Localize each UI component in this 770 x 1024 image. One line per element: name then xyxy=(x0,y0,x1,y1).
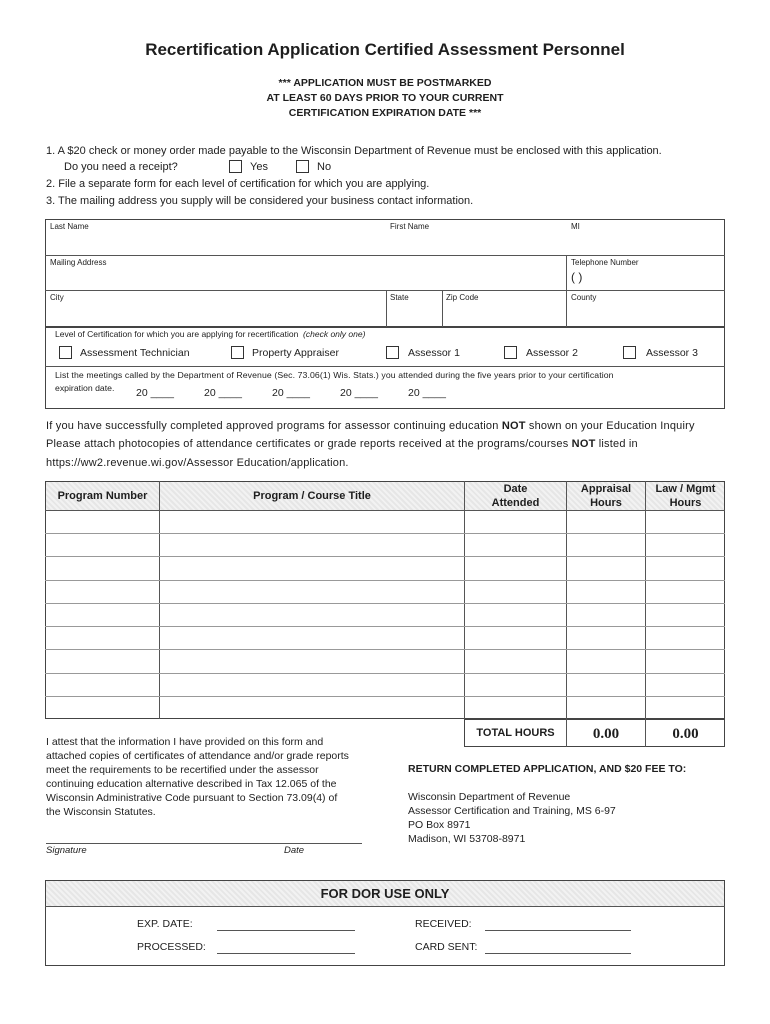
cert-option-label: Assessor 2 xyxy=(526,347,578,359)
continuing-ed-text: shown on your Education Inquiry xyxy=(525,420,695,432)
date-label: Date xyxy=(284,845,305,856)
table-cell[interactable] xyxy=(465,650,566,671)
table-cell[interactable] xyxy=(160,674,464,695)
exp-date-field[interactable] xyxy=(217,914,355,930)
meetings-text-2: expiration date. xyxy=(55,383,115,393)
last-name-field[interactable] xyxy=(48,232,378,254)
return-line-4: Madison, WI 53708-8971 xyxy=(408,833,526,845)
cert-option-checkbox[interactable] xyxy=(623,346,636,359)
processed-field[interactable] xyxy=(217,937,355,953)
table-cell[interactable] xyxy=(567,534,645,555)
continuing-ed-emphasis: NOT xyxy=(571,438,596,450)
attest-line-1: I attest that the information I have provided on this form and xyxy=(46,736,324,748)
form-title: Recertification Application Certified Assessment Personnel xyxy=(145,40,625,59)
total-law-hours: 0.00 xyxy=(672,726,699,742)
table-cell[interactable] xyxy=(160,627,464,648)
dor-heading: FOR DOR USE ONLY xyxy=(320,886,450,901)
table-cell[interactable] xyxy=(465,511,566,532)
cert-option-label: Assessment Technician xyxy=(80,347,190,359)
cert-option-checkbox[interactable] xyxy=(59,346,72,359)
dor-header-divider xyxy=(45,906,725,907)
meeting-year-field[interactable]: 20 ____ xyxy=(136,387,174,399)
header-law-1: Law / Mgmt xyxy=(655,483,716,495)
continuing-ed-text: listed in xyxy=(595,438,638,450)
total-appraisal-hours: 0.00 xyxy=(592,726,620,742)
total-hours-label: TOTAL HOURS xyxy=(476,727,555,739)
telephone-label: Telephone Number xyxy=(571,258,639,267)
notice-line-1: *** APPLICATION MUST BE POSTMARKED xyxy=(278,77,492,89)
table-cell[interactable] xyxy=(567,511,645,532)
table-cell[interactable] xyxy=(646,650,724,671)
table-cell[interactable] xyxy=(160,534,464,555)
meeting-year-field[interactable]: 20 ____ xyxy=(272,387,310,399)
continuing-ed-emphasis: NOT xyxy=(501,420,526,432)
cert-option-checkbox[interactable] xyxy=(386,346,399,359)
meeting-year-field[interactable]: 20 ____ xyxy=(340,387,378,399)
table-cell[interactable] xyxy=(646,581,724,602)
zip-field[interactable] xyxy=(444,303,562,325)
table-cell[interactable] xyxy=(46,511,159,532)
received-line xyxy=(485,930,631,931)
continuing-ed-text: Please attach photocopies of attendance certificates or grade reports received at the programs/courses xyxy=(46,438,572,450)
signature-label: Signature xyxy=(46,845,87,856)
receipt-no-label: No xyxy=(317,161,332,173)
mailing-address-field[interactable] xyxy=(48,268,558,289)
receipt-yes-checkbox[interactable] xyxy=(229,160,242,173)
instruction-3: 3. The mailing address you supply will be considered your business contact information. xyxy=(46,195,474,207)
return-line-2: Assessor Certification and Training, MS 6-97 xyxy=(408,805,616,817)
header-course-title: Program / Course Title xyxy=(253,490,371,502)
attest-line-6: the Wisconsin Statutes. xyxy=(46,806,156,818)
header-appraisal-1: Appraisal xyxy=(580,483,632,495)
table-cell[interactable] xyxy=(46,697,159,718)
county-field[interactable] xyxy=(569,303,719,325)
row-divider xyxy=(45,366,725,367)
table-cell[interactable] xyxy=(465,534,566,555)
cert-option-label: Assessor 1 xyxy=(408,347,460,359)
col-divider xyxy=(442,290,443,327)
meeting-year-field[interactable]: 20 ____ xyxy=(204,387,242,399)
telephone-field[interactable]: ( ) xyxy=(571,270,583,284)
notice-line-3: CERTIFICATION EXPIRATION DATE *** xyxy=(288,107,482,119)
header-law-2: Hours xyxy=(669,497,702,509)
header-date-attended-2: Attended xyxy=(491,497,540,509)
table-cell[interactable] xyxy=(567,581,645,602)
table-cell[interactable] xyxy=(465,581,566,602)
table-cell[interactable] xyxy=(567,557,645,578)
return-heading: RETURN COMPLETED APPLICATION, AND $20 FEE TO: xyxy=(408,763,687,775)
meetings-text: List the meetings called by the Department of Revenue (Sec. 73.06(1) Wis. Stats.) you attended during the five years prior to your certification xyxy=(55,370,614,380)
state-label: State xyxy=(390,293,409,302)
received-label: RECEIVED: xyxy=(415,918,472,930)
row-divider xyxy=(45,255,725,256)
table-cell[interactable] xyxy=(46,627,159,648)
instruction-2: 2. File a separate form for each level of certification for which you are applying. xyxy=(46,178,430,190)
table-cell[interactable] xyxy=(465,674,566,695)
return-line-1: Wisconsin Department of Revenue xyxy=(408,791,571,803)
signature-line xyxy=(46,843,362,844)
continuing-ed-text: If you have successfully completed approved programs for assessor continuing education xyxy=(46,420,502,432)
cert-option-checkbox[interactable] xyxy=(231,346,244,359)
attest-line-4: continuing education alternative described in Tax 12.065 of the xyxy=(46,778,337,790)
zip-label: Zip Code xyxy=(446,293,479,302)
card-sent-field[interactable] xyxy=(485,937,631,953)
continuing-ed-line-2 xyxy=(46,438,638,450)
table-cell[interactable] xyxy=(46,534,159,555)
first-name-field[interactable] xyxy=(388,232,558,254)
certification-prompt xyxy=(55,329,365,339)
table-cell[interactable] xyxy=(567,627,645,648)
table-cell[interactable] xyxy=(567,604,645,625)
processed-line xyxy=(217,953,355,954)
last-name-label: Last Name xyxy=(50,222,89,231)
table-cell[interactable] xyxy=(465,557,566,578)
certification-hint: (check only one) xyxy=(303,329,366,339)
table-cell[interactable] xyxy=(646,511,724,532)
attest-line-3: meet the requirements to be recertified under the assessor xyxy=(46,764,319,776)
notice-line-2: AT LEAST 60 DAYS PRIOR TO YOUR CURRENT xyxy=(266,92,504,104)
table-cell[interactable] xyxy=(46,604,159,625)
table-cell[interactable] xyxy=(160,557,464,578)
receipt-yes-label: Yes xyxy=(250,161,268,173)
table-cell[interactable] xyxy=(465,604,566,625)
table-cell[interactable] xyxy=(567,650,645,671)
received-field[interactable] xyxy=(485,914,631,930)
first-name-label: First Name xyxy=(390,222,430,231)
table-cell[interactable] xyxy=(646,604,724,625)
header-appraisal-2: Hours xyxy=(590,497,622,509)
card-sent-label: CARD SENT: xyxy=(415,941,478,953)
table-cell[interactable] xyxy=(465,627,566,648)
processed-label: PROCESSED: xyxy=(137,941,206,953)
table-cell[interactable] xyxy=(646,627,724,648)
receipt-question: Do you need a receipt? xyxy=(64,161,178,173)
state-field[interactable] xyxy=(388,303,440,325)
table-cell[interactable] xyxy=(646,534,724,555)
exp-date-label: EXP. DATE: xyxy=(137,918,193,930)
row-divider xyxy=(45,290,725,291)
county-label: County xyxy=(571,293,597,302)
header-program-number: Program Number xyxy=(57,490,148,502)
meeting-year-field[interactable]: 20 ____ xyxy=(408,387,446,399)
city-field[interactable] xyxy=(48,303,382,325)
table-cell[interactable] xyxy=(646,697,724,718)
cert-option-label: Property Appraiser xyxy=(252,347,339,359)
table-cell[interactable] xyxy=(567,674,645,695)
table-cell[interactable] xyxy=(567,697,645,718)
instruction-1: 1. A $20 check or money order made payable to the Wisconsin Department of Revenue must be enclosed with this application. xyxy=(46,145,662,157)
exp-date-line xyxy=(217,930,355,931)
table-cell[interactable] xyxy=(160,511,464,532)
table-cell[interactable] xyxy=(646,674,724,695)
table-cell[interactable] xyxy=(160,650,464,671)
city-label: City xyxy=(50,293,64,302)
table-cell[interactable] xyxy=(160,604,464,625)
continuing-ed-line-1 xyxy=(46,420,695,432)
attest-line-2: attached copies of certificates of attendance and/or grade reports xyxy=(46,750,349,762)
card-sent-line xyxy=(485,953,631,954)
receipt-no-checkbox[interactable] xyxy=(296,160,309,173)
education-url[interactable]: https://ww2.revenue.wi.gov/Assessor Education/application. xyxy=(46,457,349,469)
header-date-attended-1: Date xyxy=(503,483,528,495)
mailing-address-label: Mailing Address xyxy=(50,258,107,267)
col-divider xyxy=(566,255,567,327)
table-cell[interactable] xyxy=(160,581,464,602)
certification-prompt-text: Level of Certification for which you are applying for recertification xyxy=(55,329,299,339)
table-cell[interactable] xyxy=(46,557,159,578)
cert-option-label: Assessor 3 xyxy=(646,347,698,359)
return-line-3: PO Box 8971 xyxy=(408,819,471,831)
table-cell[interactable] xyxy=(646,557,724,578)
mi-field[interactable] xyxy=(569,232,719,254)
table-cell[interactable] xyxy=(465,697,566,718)
cert-option-checkbox[interactable] xyxy=(504,346,517,359)
table-cell[interactable] xyxy=(46,581,159,602)
signature-field[interactable] xyxy=(46,822,362,843)
table-cell[interactable] xyxy=(46,674,159,695)
mi-label: MI xyxy=(571,222,580,231)
attest-line-5: Wisconsin Administrative Code pursuant to Section 73.09(4) of xyxy=(46,792,338,804)
table-cell[interactable] xyxy=(160,697,464,718)
table-cell[interactable] xyxy=(46,650,159,671)
col-divider xyxy=(386,290,387,327)
